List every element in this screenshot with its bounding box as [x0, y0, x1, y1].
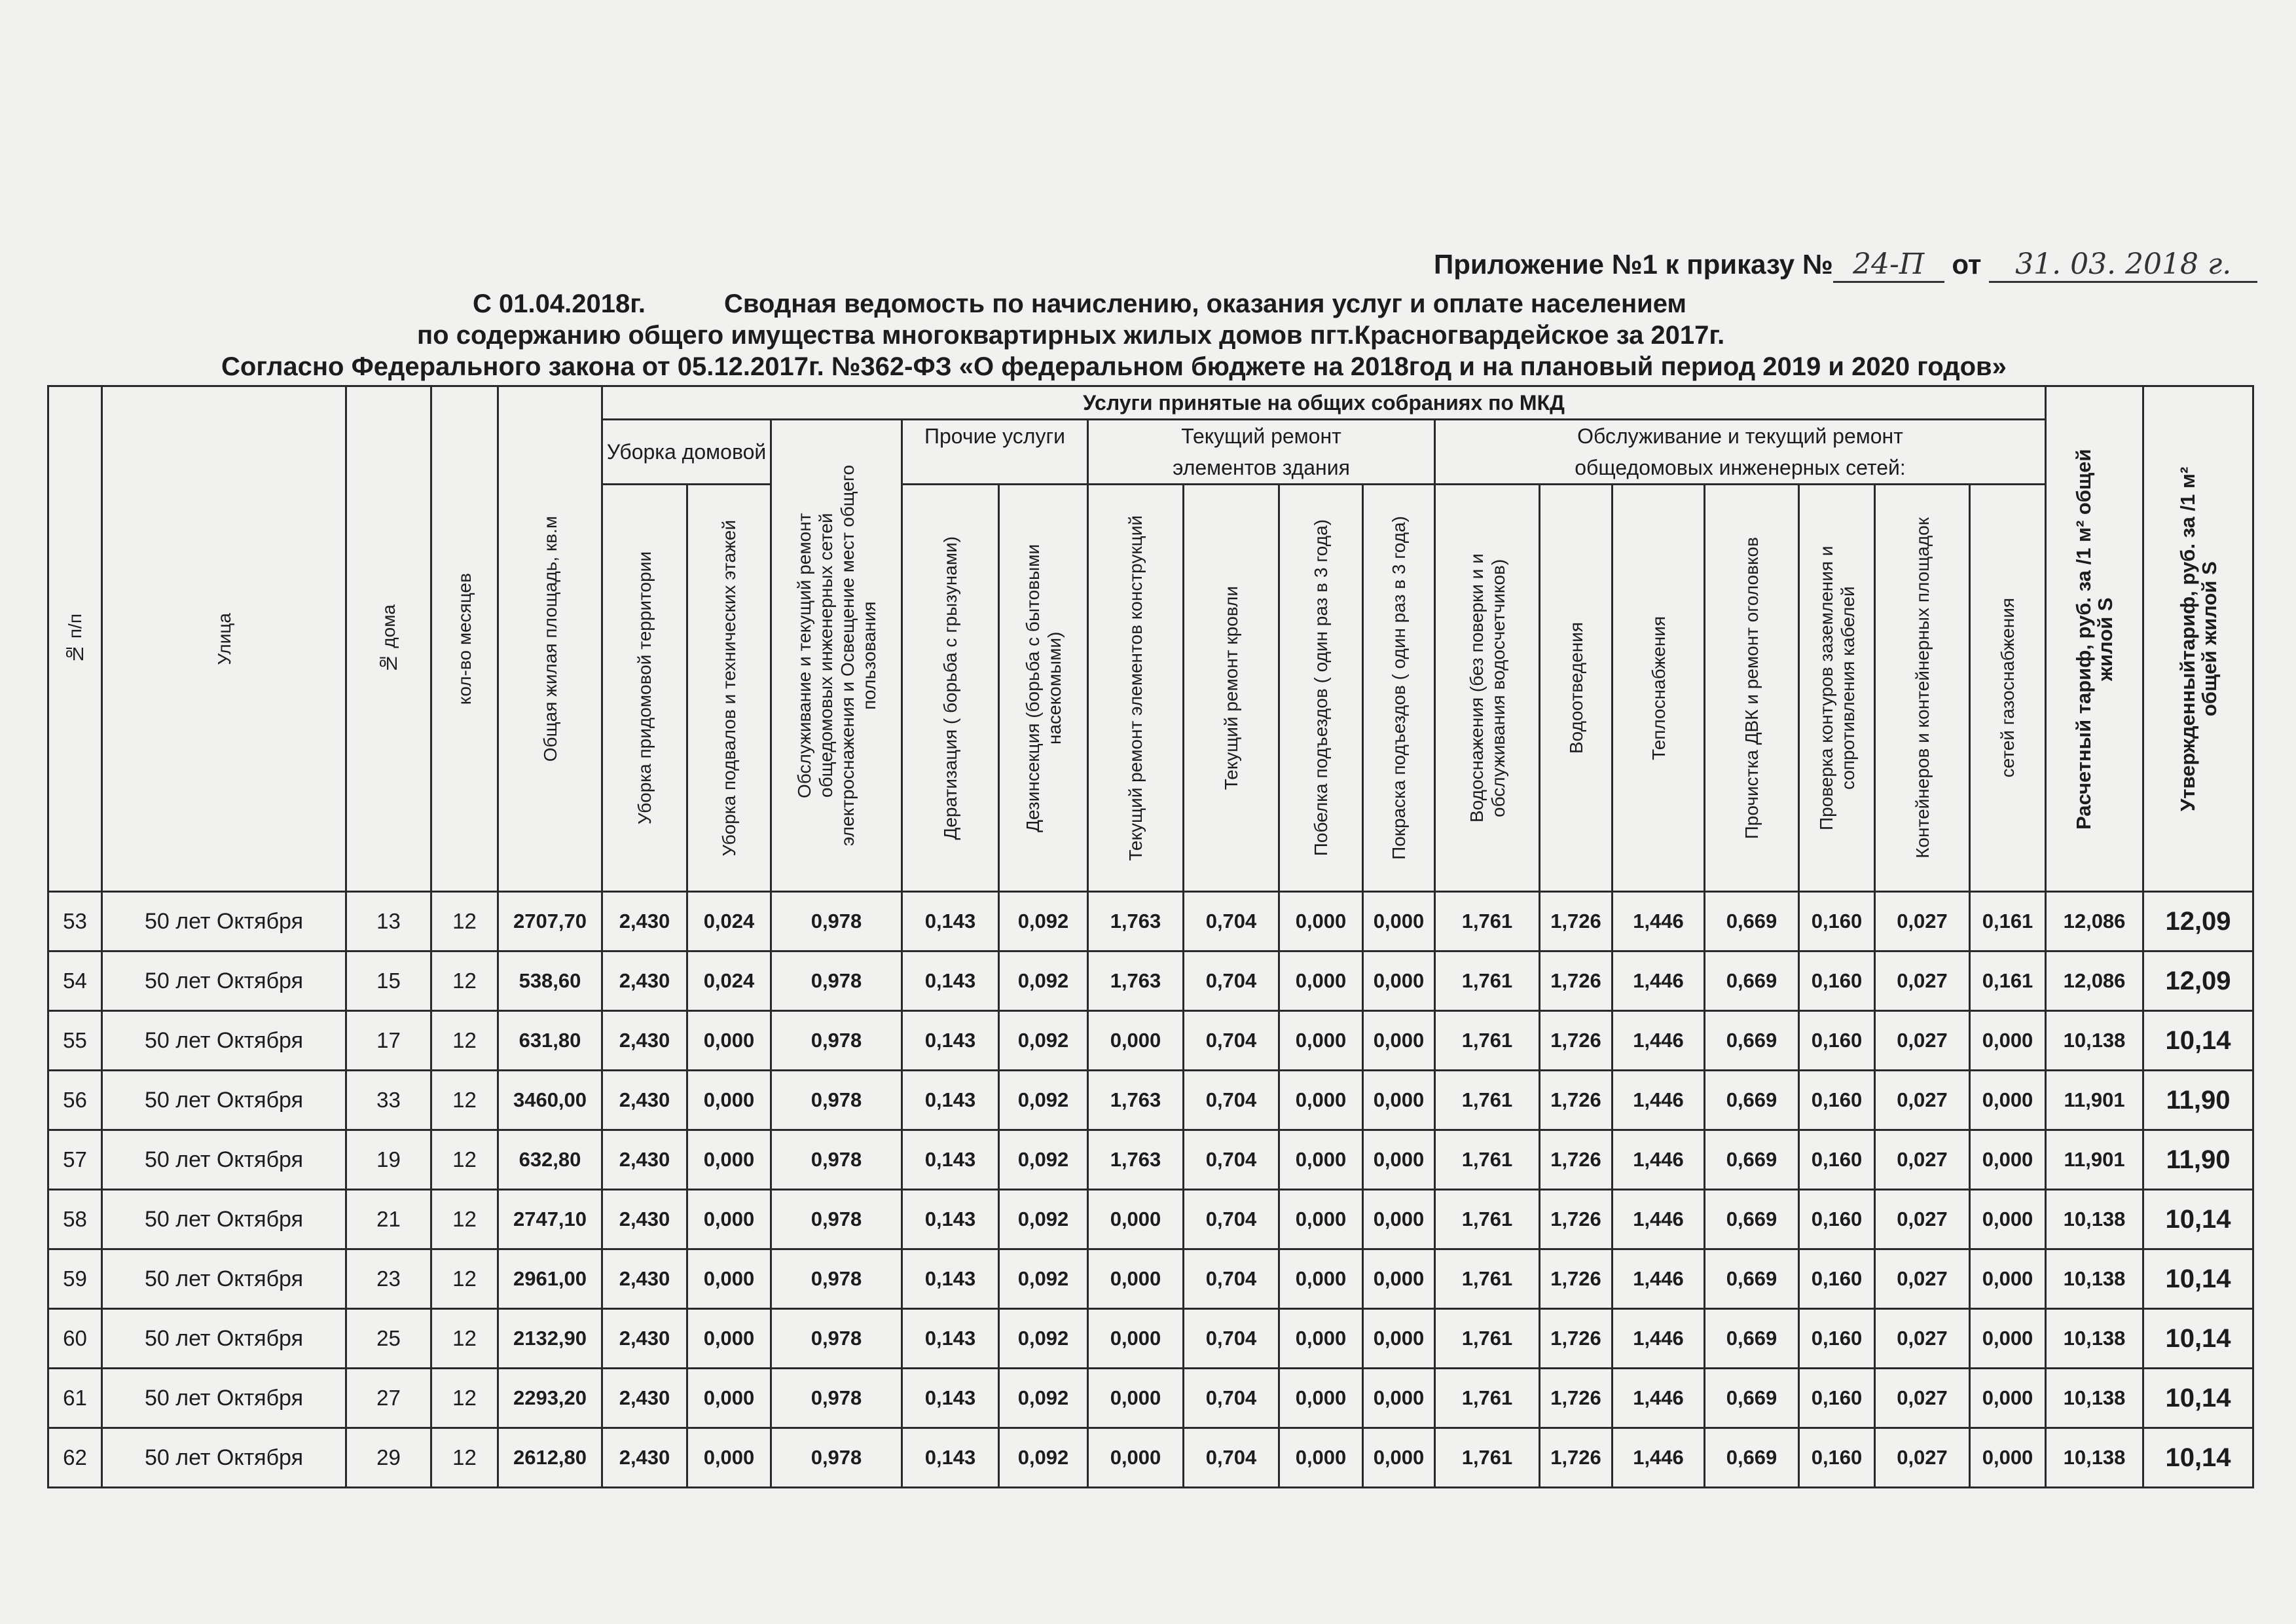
table-cell: 1,761 — [1435, 951, 1540, 1011]
table-cell: 1,446 — [1613, 1011, 1705, 1071]
table-cell: 19 — [346, 1130, 431, 1190]
table-cell: 0,000 — [1970, 1190, 2046, 1249]
table-cell: 0,704 — [1184, 1249, 1279, 1309]
table-cell: 0,704 — [1184, 892, 1279, 951]
table-row — [48, 1309, 2253, 1369]
table-cell: 0,000 — [1279, 1369, 1363, 1428]
table-cell: 1,761 — [1435, 1071, 1540, 1130]
table-cell: 2,430 — [602, 1428, 687, 1488]
table-cell: 0,024 — [687, 951, 771, 1011]
row-number-cell: 59 — [48, 1249, 102, 1309]
table-cell: 0,000 — [687, 1011, 771, 1071]
table-cell: 11,901 — [2046, 1071, 2143, 1130]
col-painting-header: Покраска подъездов ( один раз в 3 года) — [1363, 485, 1435, 892]
document-subtitle: по содержанию общего имущества многоквартирных жилых домов пгт.Красногвардейское за 2017г. — [417, 321, 1725, 350]
table-cell: 1,763 — [1088, 951, 1184, 1011]
street-cell: 50 лет Октября — [102, 1071, 346, 1130]
table-cell: 1,726 — [1540, 1369, 1613, 1428]
table-cell: 12 — [431, 1011, 498, 1071]
table-cell: 2,430 — [602, 1190, 687, 1249]
table-cell: 21 — [346, 1190, 431, 1249]
table-cell: 0,160 — [1799, 1428, 1875, 1488]
table-cell: 0,000 — [1363, 951, 1435, 1011]
street-cell: 50 лет Октября — [102, 1130, 346, 1190]
col-whitewash-header: Побелка подъездов ( один раз в 3 года) — [1279, 485, 1363, 892]
table-cell: 0,092 — [999, 1190, 1088, 1249]
table-cell: 1,763 — [1088, 1130, 1184, 1190]
table-cell: 0,000 — [687, 1190, 771, 1249]
table-cell: 0,704 — [1184, 1130, 1279, 1190]
table-cell: 10,14 — [2143, 1428, 2253, 1488]
table-cell: 0,669 — [1705, 1369, 1799, 1428]
row-number-cell: 60 — [48, 1309, 102, 1369]
table-cell: 0,000 — [1363, 1249, 1435, 1309]
table-cell: 0,143 — [902, 1130, 999, 1190]
table-cell: 0,027 — [1875, 1309, 1970, 1369]
table-cell: 0,704 — [1184, 951, 1279, 1011]
table-cell: 2,430 — [602, 1011, 687, 1071]
table-cell: 0,000 — [1970, 1130, 2046, 1190]
table-cell: 0,000 — [1279, 1428, 1363, 1488]
table-cell: 0,704 — [1184, 1428, 1279, 1488]
table-row — [48, 1190, 2253, 1249]
table-cell: 1,446 — [1613, 951, 1705, 1011]
col-months-header: кол-во месяцев — [431, 386, 498, 892]
table-cell: 1,726 — [1540, 1309, 1613, 1369]
table-cell: 1,763 — [1088, 1071, 1184, 1130]
repair-group-header — [1088, 420, 1435, 485]
table-cell: 0,669 — [1705, 892, 1799, 951]
table-cell: 1,446 — [1613, 1249, 1705, 1309]
table-cell: 0,160 — [1799, 951, 1875, 1011]
table-cell: 0,027 — [1875, 892, 1970, 951]
table-cell: 15 — [346, 951, 431, 1011]
table-cell: 0,143 — [902, 1011, 999, 1071]
table-cell: 0,000 — [1279, 1130, 1363, 1190]
appendix-label: Приложение №1 к приказу № — [1434, 249, 1833, 280]
table-row — [48, 1369, 2253, 1428]
street-cell: 50 лет Октября — [102, 1190, 346, 1249]
table-cell: 2,430 — [602, 1249, 687, 1309]
table-row — [48, 892, 2253, 951]
document-title: Сводная ведомость по начислению, оказания услуг и оплате населением — [723, 289, 1687, 318]
table-row — [48, 951, 2253, 1011]
row-number-cell: 57 — [48, 1130, 102, 1190]
table-cell: 0,000 — [1088, 1369, 1184, 1428]
table-cell: 0,024 — [687, 892, 771, 951]
table-cell: 0,704 — [1184, 1309, 1279, 1369]
table-cell: 1,761 — [1435, 1428, 1540, 1488]
table-cell: 1,761 — [1435, 1249, 1540, 1309]
table-cell: 29 — [346, 1428, 431, 1488]
table-cell: 2,430 — [602, 1309, 687, 1369]
table-cell: 0,161 — [1970, 951, 2046, 1011]
table-cell: 0,092 — [999, 1369, 1088, 1428]
table-cell: 538,60 — [498, 951, 602, 1011]
table-cell: 2,430 — [602, 892, 687, 951]
table-cell: 12,086 — [2046, 892, 2143, 951]
table-cell: 2132,90 — [498, 1309, 602, 1369]
law-reference: Согласно Федерального закона от 05.12.2017г. №362-ФЗ «О федеральном бюджете на 2018год и на плановый период 2019 и 2020 годов» — [221, 352, 2007, 381]
col-heating-header: Теплоснабжения — [1613, 485, 1705, 892]
table-cell: 0,027 — [1875, 1428, 1970, 1488]
table-cell: 10,14 — [2143, 1190, 2253, 1249]
table-cell: 2,430 — [602, 1130, 687, 1190]
table-cell: 11,90 — [2143, 1130, 2253, 1190]
table-cell: 0,704 — [1184, 1011, 1279, 1071]
table-cell: 1,446 — [1613, 1130, 1705, 1190]
table-cell: 12,086 — [2046, 951, 2143, 1011]
col-water-supply-header: Водоснажения (без поверки и и обслуживания водосчетчиков) — [1435, 485, 1540, 892]
row-number-cell: 62 — [48, 1428, 102, 1488]
table-cell: 1,446 — [1613, 1190, 1705, 1249]
col-chimneys-header: Прочистка ДВК и ремонт оголовков — [1705, 485, 1799, 892]
table-cell: 0,669 — [1705, 1071, 1799, 1130]
table-cell: 25 — [346, 1309, 431, 1369]
table-cell: 2,430 — [602, 951, 687, 1011]
table-cell: 0,160 — [1799, 1309, 1875, 1369]
street-cell: 50 лет Октября — [102, 1249, 346, 1309]
table-cell: 0,000 — [1088, 1249, 1184, 1309]
table-cell: 1,446 — [1613, 1428, 1705, 1488]
table-cell: 0,092 — [999, 892, 1088, 951]
row-number-cell: 55 — [48, 1011, 102, 1071]
table-cell: 12 — [431, 892, 498, 951]
table-cell: 0,000 — [1088, 1428, 1184, 1488]
table-cell: 0,027 — [1875, 1130, 1970, 1190]
col-street-header: Улица — [102, 386, 346, 892]
table-cell: 10,138 — [2046, 1190, 2143, 1249]
table-cell: 0,000 — [1970, 1249, 2046, 1309]
table-cell: 0,143 — [902, 892, 999, 951]
table-cell: 1,726 — [1540, 951, 1613, 1011]
table-cell: 0,978 — [771, 1249, 902, 1309]
networks-group-line-2: общедомовых инженерных сетей: — [1575, 456, 1906, 479]
street-cell: 50 лет Октября — [102, 1309, 346, 1369]
table-cell: 0,000 — [1363, 1309, 1435, 1369]
table-cell: 0,000 — [1363, 1071, 1435, 1130]
table-cell: 0,027 — [1875, 1190, 1970, 1249]
title-line — [473, 289, 1686, 319]
table-row — [48, 1428, 2253, 1488]
repair-group-line-2: элементов здания — [1173, 456, 1350, 479]
table-cell: 13 — [346, 892, 431, 951]
col-num-header: № п/п — [48, 386, 102, 892]
table-cell: 0,161 — [1970, 892, 2046, 951]
table-cell: 2747,10 — [498, 1190, 602, 1249]
table-cell: 10,138 — [2046, 1309, 2143, 1369]
table-row — [48, 1011, 2253, 1071]
col-maintenance-electric-header: Обслуживание и текущий ремонт общедомовых инженерных сетей электроснажения и Освещение мест общего пользования — [771, 420, 902, 892]
header-row-1 — [48, 386, 2253, 420]
table-cell: 2961,00 — [498, 1249, 602, 1309]
order-number: 24-П — [1833, 248, 1944, 283]
col-drainage-header: Водоотведения — [1540, 485, 1613, 892]
table-cell: 0,000 — [1088, 1309, 1184, 1369]
table-cell: 0,000 — [687, 1369, 771, 1428]
table-cell: 0,027 — [1875, 1249, 1970, 1309]
table-cell: 0,669 — [1705, 1190, 1799, 1249]
table-cell: 10,138 — [2046, 1428, 2143, 1488]
table-cell: 11,901 — [2046, 1130, 2143, 1190]
table-row — [48, 1071, 2253, 1130]
table-cell: 1,761 — [1435, 1309, 1540, 1369]
row-number-cell: 58 — [48, 1190, 102, 1249]
table-cell: 1,726 — [1540, 1071, 1613, 1130]
table-cell: 0,669 — [1705, 1130, 1799, 1190]
table-cell: 1,446 — [1613, 1369, 1705, 1428]
table-cell: 23 — [346, 1249, 431, 1309]
row-number-cell: 54 — [48, 951, 102, 1011]
table-cell: 1,761 — [1435, 1130, 1540, 1190]
col-gas-header: сетей газоснабжения — [1970, 485, 2046, 892]
table-cell: 1,763 — [1088, 892, 1184, 951]
table-cell: 0,027 — [1875, 1369, 1970, 1428]
table-cell: 0,000 — [1088, 1190, 1184, 1249]
table-cell: 0,000 — [1363, 1190, 1435, 1249]
table-cell: 0,092 — [999, 1130, 1088, 1190]
table-cell: 0,160 — [1799, 1071, 1875, 1130]
table-cell: 10,138 — [2046, 1249, 2143, 1309]
table-cell: 0,092 — [999, 1071, 1088, 1130]
table-cell: 12,09 — [2143, 951, 2253, 1011]
from-label: от — [1952, 249, 1982, 280]
table-cell: 0,027 — [1875, 1011, 1970, 1071]
table-cell: 0,704 — [1184, 1071, 1279, 1130]
table-cell: 0,000 — [687, 1249, 771, 1309]
table-cell: 0,000 — [1088, 1011, 1184, 1071]
table-cell: 1,726 — [1540, 892, 1613, 951]
table-cell: 0,000 — [1279, 1011, 1363, 1071]
table-cell: 1,446 — [1613, 1309, 1705, 1369]
table-cell: 0,000 — [1970, 1428, 2046, 1488]
table-cell: 0,000 — [1970, 1369, 2046, 1428]
table-cell: 0,669 — [1705, 1249, 1799, 1309]
table-cell: 2612,80 — [498, 1428, 602, 1488]
table-cell: 0,092 — [999, 1011, 1088, 1071]
table-cell: 0,000 — [1970, 1309, 2046, 1369]
table-cell: 1,761 — [1435, 1190, 1540, 1249]
appendix-line — [1434, 248, 2257, 283]
networks-group-header — [1435, 420, 2046, 485]
table-cell: 0,000 — [1279, 1309, 1363, 1369]
table-cell: 632,80 — [498, 1130, 602, 1190]
table-cell: 1,726 — [1540, 1428, 1613, 1488]
table-body — [48, 892, 2253, 1488]
street-cell: 50 лет Октября — [102, 1369, 346, 1428]
table-cell: 0,092 — [999, 951, 1088, 1011]
table-cell: 2293,20 — [498, 1369, 602, 1428]
street-cell: 50 лет Октября — [102, 892, 346, 951]
table-cell: 0,978 — [771, 1011, 902, 1071]
table-cell: 0,978 — [771, 892, 902, 951]
table-cell: 0,978 — [771, 1190, 902, 1249]
table-cell: 0,143 — [902, 1249, 999, 1309]
table-cell: 12 — [431, 1428, 498, 1488]
table-cell: 0,000 — [1279, 1190, 1363, 1249]
table-cell: 0,092 — [999, 1249, 1088, 1309]
table-cell: 1,446 — [1613, 1071, 1705, 1130]
table-cell: 12 — [431, 1071, 498, 1130]
table-cell: 0,669 — [1705, 951, 1799, 1011]
street-cell: 50 лет Октября — [102, 1428, 346, 1488]
table-cell: 0,000 — [1279, 1071, 1363, 1130]
col-house-header: № дома — [346, 386, 431, 892]
table-cell: 12 — [431, 1309, 498, 1369]
table-cell: 1,761 — [1435, 892, 1540, 951]
networks-group-line-1: Обслуживание и текущий ремонт — [1577, 424, 1903, 448]
table-cell: 10,14 — [2143, 1309, 2253, 1369]
services-group-header: Услуги принятые на общих собраниях по МКД — [602, 386, 2046, 420]
other-group-header: Прочие услуги — [902, 420, 1088, 485]
table-cell: 0,000 — [1279, 1249, 1363, 1309]
table-cell: 12 — [431, 1249, 498, 1309]
table-cell: 0,143 — [902, 951, 999, 1011]
table-cell: 0,978 — [771, 1428, 902, 1488]
table-cell: 0,978 — [771, 1071, 902, 1130]
table-cell: 0,669 — [1705, 1011, 1799, 1071]
table-cell: 0,669 — [1705, 1428, 1799, 1488]
table-cell: 12 — [431, 951, 498, 1011]
col-deratization-header: Дератизация ( борьба с грызунами) — [902, 485, 999, 892]
table-cell: 1,446 — [1613, 892, 1705, 951]
cleaning-group-header: Уборка домовой — [602, 420, 771, 485]
table-cell: 0,160 — [1799, 1369, 1875, 1428]
table-cell: 27 — [346, 1369, 431, 1428]
table-cell: 0,000 — [1363, 1130, 1435, 1190]
table-cell: 2,430 — [602, 1071, 687, 1130]
table-cell: 0,704 — [1184, 1190, 1279, 1249]
table-cell: 0,143 — [902, 1369, 999, 1428]
col-grounding-header: Проверка контуров заземления и сопротивления кабелей — [1799, 485, 1875, 892]
table-cell: 0,000 — [1363, 1369, 1435, 1428]
table-cell: 0,143 — [902, 1071, 999, 1130]
table-cell: 1,761 — [1435, 1011, 1540, 1071]
table-cell: 0,143 — [902, 1309, 999, 1369]
table-cell: 12 — [431, 1369, 498, 1428]
table-cell: 0,000 — [687, 1428, 771, 1488]
table-cell: 1,761 — [1435, 1369, 1540, 1428]
table-cell: 0,000 — [1970, 1011, 2046, 1071]
table-cell: 0,000 — [1363, 1011, 1435, 1071]
table-cell: 0,000 — [687, 1130, 771, 1190]
repair-group-line-1: Текущий ремонт — [1181, 424, 1341, 448]
table-cell: 33 — [346, 1071, 431, 1130]
table-cell: 11,90 — [2143, 1071, 2253, 1130]
table-cell: 0,978 — [771, 1130, 902, 1190]
table-cell: 2707,70 — [498, 892, 602, 951]
col-cleaning-territory-header: Уборка придомовой территории — [602, 485, 687, 892]
table-cell: 0,027 — [1875, 1071, 1970, 1130]
col-repair-structures-header: Текущий ремонт элементов конструкций — [1088, 485, 1184, 892]
table-cell: 17 — [346, 1011, 431, 1071]
table-cell: 0,160 — [1799, 892, 1875, 951]
table-cell: 0,000 — [1279, 951, 1363, 1011]
table-cell: 1,726 — [1540, 1130, 1613, 1190]
table-cell: 0,978 — [771, 951, 902, 1011]
table-cell: 631,80 — [498, 1011, 602, 1071]
table-cell: 3460,00 — [498, 1071, 602, 1130]
table-cell: 0,143 — [902, 1428, 999, 1488]
table-cell: 12 — [431, 1190, 498, 1249]
street-cell: 50 лет Октября — [102, 951, 346, 1011]
table-cell: 0,160 — [1799, 1249, 1875, 1309]
table-cell: 10,138 — [2046, 1011, 2143, 1071]
effective-date: С 01.04.2018г. — [473, 289, 646, 318]
table-cell: 0,000 — [1970, 1071, 2046, 1130]
table-cell: 2,430 — [602, 1369, 687, 1428]
table-cell: 1,726 — [1540, 1190, 1613, 1249]
col-containers-header: Контейнеров и контейнерных площадок — [1875, 485, 1970, 892]
table-cell: 10,14 — [2143, 1011, 2253, 1071]
table-cell: 0,000 — [1363, 892, 1435, 951]
order-date: 31. 03. 2018 г. — [1989, 248, 2257, 283]
col-cleaning-basements-header: Уборка подвалов и технических этажей — [687, 485, 771, 892]
table-cell: 1,726 — [1540, 1249, 1613, 1309]
table-row — [48, 1249, 2253, 1309]
table-cell: 10,14 — [2143, 1369, 2253, 1428]
table-cell: 0,704 — [1184, 1369, 1279, 1428]
col-calc-tariff-header: Расчетный тариф, руб. за /1 м² общей жилой S — [2046, 386, 2143, 892]
table-cell: 0,000 — [1363, 1428, 1435, 1488]
table-cell: 0,669 — [1705, 1309, 1799, 1369]
table-cell: 10,138 — [2046, 1369, 2143, 1428]
col-approved-tariff-header: Утвержденныйтариф, руб. за /1 м² общей жилой S — [2143, 386, 2253, 892]
col-area-header: Общая жилая площадь, кв.м — [498, 386, 602, 892]
table-cell: 0,978 — [771, 1309, 902, 1369]
table-cell: 10,14 — [2143, 1249, 2253, 1309]
row-number-cell: 61 — [48, 1369, 102, 1428]
table-cell: 0,143 — [902, 1190, 999, 1249]
table-cell: 1,726 — [1540, 1011, 1613, 1071]
row-number-cell: 56 — [48, 1071, 102, 1130]
table-row — [48, 1130, 2253, 1190]
table-cell: 0,000 — [1279, 892, 1363, 951]
table-cell: 0,160 — [1799, 1190, 1875, 1249]
table-cell: 0,092 — [999, 1309, 1088, 1369]
table-cell: 0,978 — [771, 1369, 902, 1428]
table-cell: 0,000 — [687, 1071, 771, 1130]
table-cell: 12,09 — [2143, 892, 2253, 951]
col-disinsection-header: Дезинсекция (борьба с бытовыми насекомыми) — [999, 485, 1088, 892]
row-number-cell: 53 — [48, 892, 102, 951]
tariff-table — [47, 385, 2254, 1488]
table-cell: 0,092 — [999, 1428, 1088, 1488]
table-cell: 0,160 — [1799, 1130, 1875, 1190]
table-cell: 0,160 — [1799, 1011, 1875, 1071]
table-cell: 0,000 — [687, 1309, 771, 1369]
table-cell: 0,027 — [1875, 951, 1970, 1011]
col-repair-roof-header: Текущий ремонт кровли — [1184, 485, 1279, 892]
street-cell: 50 лет Октября — [102, 1011, 346, 1071]
table-cell: 12 — [431, 1130, 498, 1190]
